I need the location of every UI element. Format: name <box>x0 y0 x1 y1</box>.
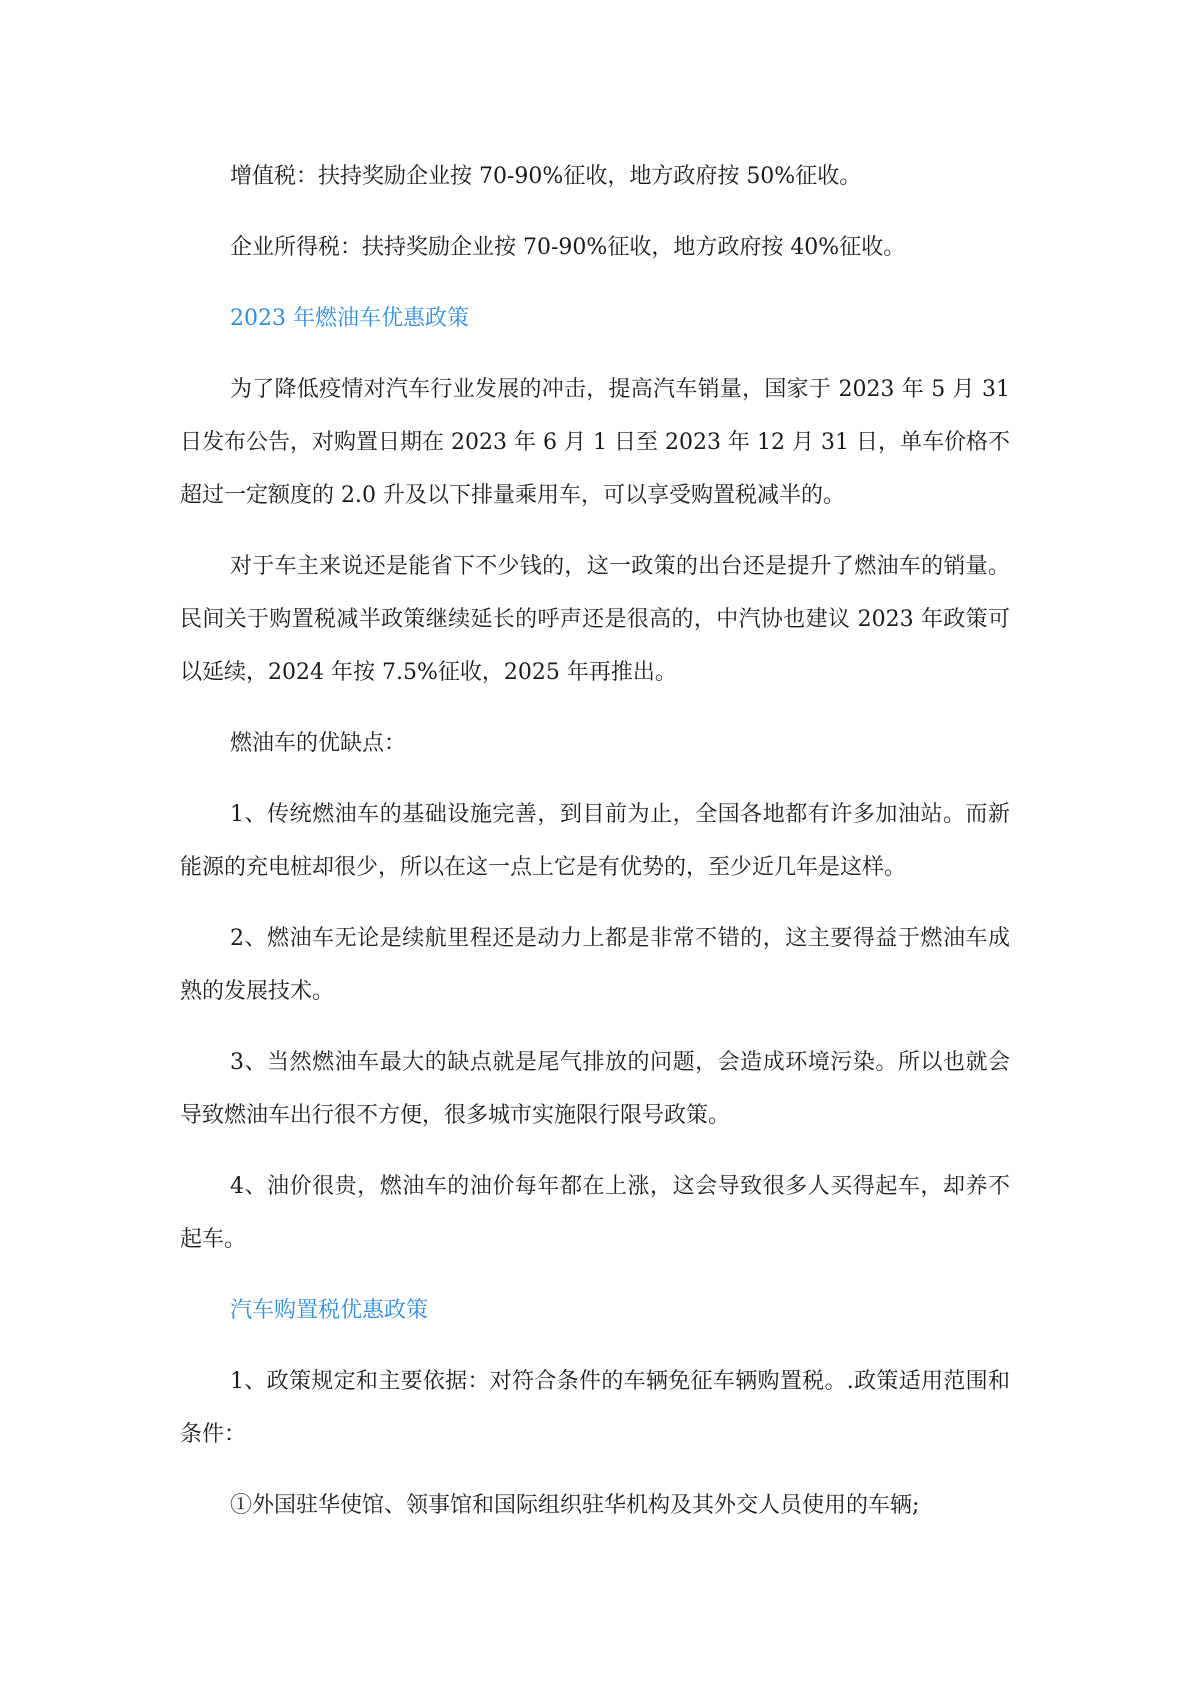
list-item-1: 1、传统燃油车的基础设施完善，到目前为止，全国各地都有许多加油站。而新能源的充电桩却很少，所以在这一点上它是有优势的，至少近几年是这样。 <box>180 802 1010 880</box>
section-heading-fuel-car-policy: 2023 年燃油车优惠政策 <box>230 306 469 331</box>
paragraph-corporate-income-tax: 企业所得税：扶持奖励企业按 70-90%征收，地方政府按 40%征收。 <box>230 235 906 260</box>
paragraph-policy-announcement: 为了降低疫情对汽车行业发展的冲击，提高汽车销量，国家于 2023 年 5 月 31 日发布公告，对购置日期在 2023 年 6 月 1 日至 2023 年 12 月 31 日，单车价格不超过一定额度的 2.0 升及以下排量乘用车，可以享受购置税减半的。 <box>180 377 1010 508</box>
list-item-4: 4、油价很贵，燃油车的油价每年都在上涨，这会导致很多人买得起车，却养不起车。 <box>180 1174 1010 1252</box>
document-body <box>180 150 1010 1550</box>
paragraph-pros-cons-intro: 燃油车的优缺点： <box>230 731 407 756</box>
paragraph-vat: 增值税：扶持奖励企业按 70-90%征收，地方政府按 50%征收。 <box>230 164 862 189</box>
list-item-2: 2、燃油车无论是续航里程还是动力上都是非常不错的，这主要得益于燃油车成熟的发展技术。 <box>180 926 1010 1004</box>
list-item-3: 3、当然燃油车最大的缺点就是尾气排放的问题，会造成环境污染。所以也就会导致燃油车出行很不方便，很多城市实施限行限号政策。 <box>180 1050 1010 1128</box>
paragraph-exemption-item-1: ①外国驻华使馆、领事馆和国际组织驻华机构及其外交人员使用的车辆; <box>230 1493 920 1518</box>
paragraph-policy-basis: 1、政策规定和主要依据：对符合条件的车辆免征车辆购置税。.政策适用范围和条件： <box>180 1369 1010 1447</box>
paragraph-owner-savings: 对于车主来说还是能省下不少钱的，这一政策的出台还是提升了燃油车的销量。民间关于购置税减半政策继续延长的呼声还是很高的，中汽协也建议 2023 年政策可以延续，2024 年按 7.5%征收，2025 年再推出。 <box>180 554 1010 685</box>
section-heading-purchase-tax-policy: 汽车购置税优惠政策 <box>230 1298 429 1323</box>
